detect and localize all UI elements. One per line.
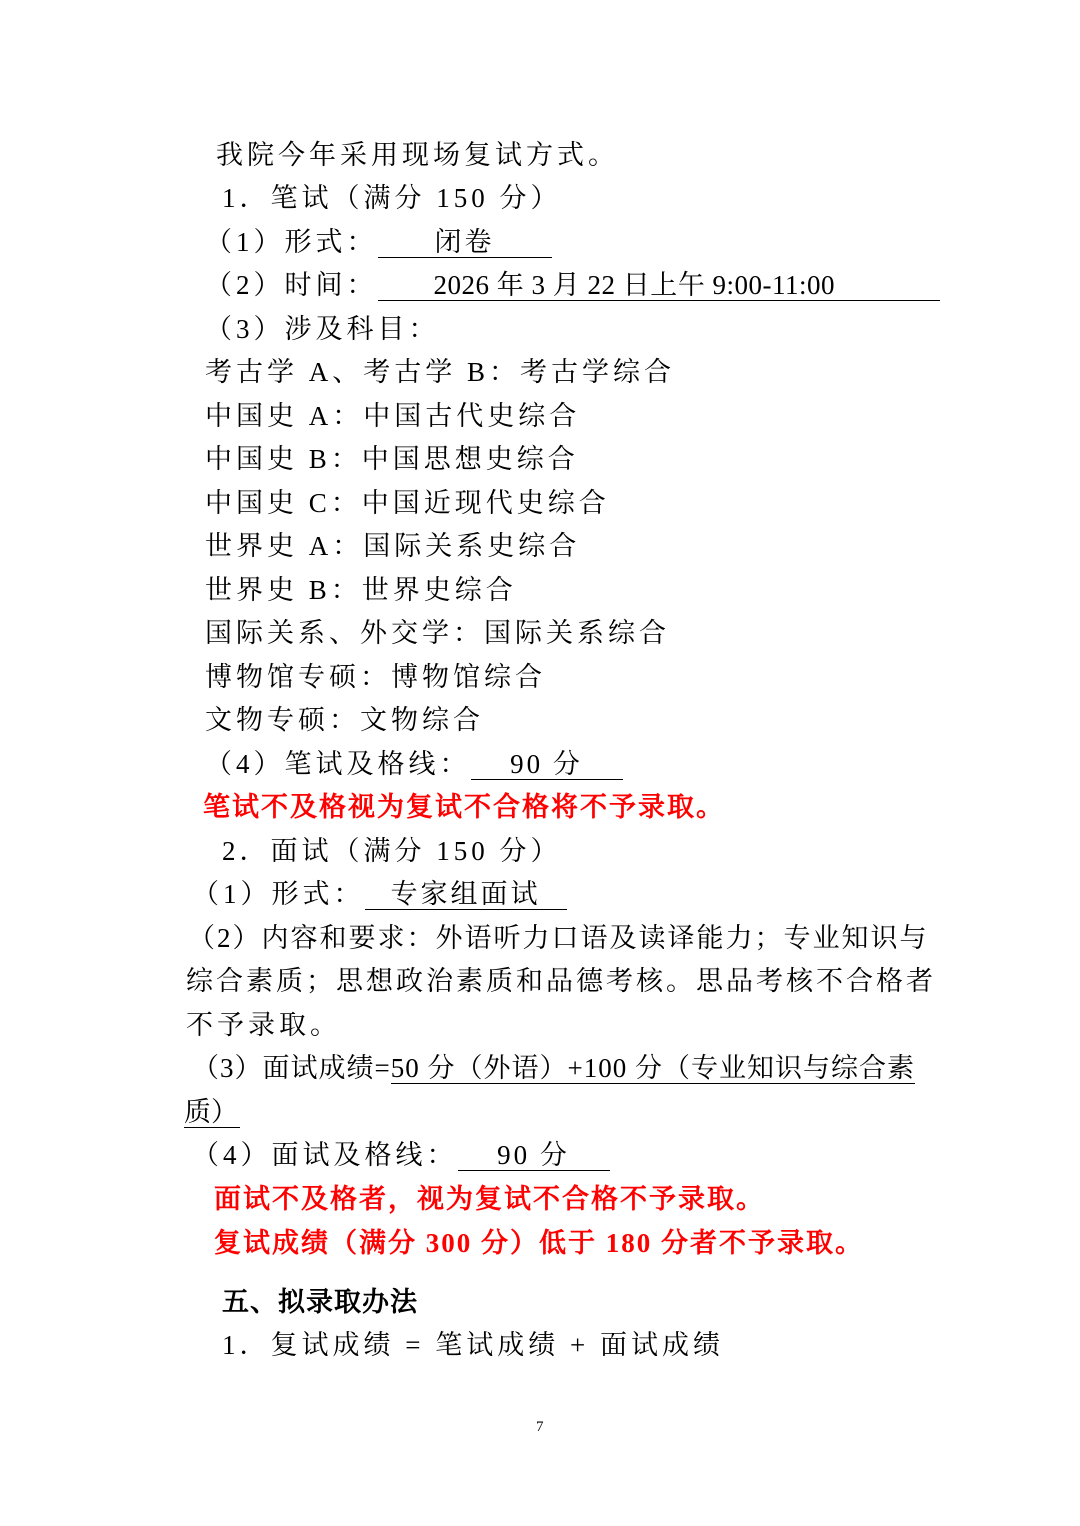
written-time-line	[205, 268, 940, 302]
interview-score-line	[192, 1051, 915, 1085]
written-form-value: 闭卷	[378, 227, 552, 258]
subject-item: 考古学 A、考古学 B：考古学综合	[205, 357, 676, 387]
interview-warning-1: 面试不及格者，视为复试不合格不予录取。	[214, 1184, 765, 1214]
interview-score-value: 50 分（外语）+100 分（专业知识与综合素	[390, 1053, 915, 1083]
interview-score-label: （3）面试成绩=	[192, 1053, 391, 1083]
written-exam-heading: 1．笔试（满分 150 分）	[222, 183, 562, 213]
subject-item: 中国史 A：中国古代史综合	[205, 401, 581, 431]
interview-form-label: （1）形式：	[192, 879, 365, 909]
interview-form-value: 专家组面试	[365, 879, 567, 910]
interview-content-line3: 不予录取。	[186, 1010, 341, 1040]
subject-item: 世界史 B：世界史综合	[205, 575, 517, 605]
written-form-line	[205, 225, 552, 259]
section-5-item-1: 1．复试成绩 = 笔试成绩 + 面试成绩	[222, 1330, 724, 1360]
section-5-heading: 五、拟录取办法	[222, 1287, 418, 1317]
subject-item: 中国史 B：中国思想史综合	[205, 444, 579, 474]
written-time-label: （2）时间：	[205, 270, 378, 300]
intro-text: 我院今年采用现场复试方式。	[216, 140, 619, 170]
interview-content-line1: （2）内容和要求：外语听力口语及读译能力；专业知识与	[188, 923, 929, 953]
interview-pass-line	[192, 1138, 610, 1172]
written-time-value: 2026 年 3 月 22 日上午 9:00-11:00	[378, 270, 940, 301]
interview-heading: 2．面试（满分 150 分）	[222, 836, 562, 866]
subject-item: 博物馆专硕：博物馆综合	[205, 662, 546, 692]
written-pass-line	[205, 747, 623, 781]
subject-item: 中国史 C：中国近现代史综合	[205, 488, 610, 518]
subject-item: 文物专硕：文物综合	[205, 705, 484, 735]
written-pass-value: 90 分	[471, 749, 623, 780]
page-number: 7	[536, 1419, 544, 1435]
interview-score-line2	[184, 1095, 240, 1129]
interview-score-value-cont: 质）	[184, 1097, 238, 1127]
interview-warning-2: 复试成绩（满分 300 分）低于 180 分者不予录取。	[214, 1228, 864, 1258]
interview-form-line	[192, 877, 567, 911]
interview-pass-value: 90 分	[458, 1140, 610, 1171]
subject-item: 国际关系、外交学：国际关系综合	[205, 618, 670, 648]
written-subjects-label: （3）涉及科目：	[205, 314, 440, 344]
interview-content-line2: 综合素质；思想政治素质和品德考核。思品考核不合格者	[186, 966, 936, 996]
written-pass-label: （4）笔试及格线：	[205, 749, 471, 779]
subject-item: 世界史 A：国际关系史综合	[205, 531, 581, 561]
interview-pass-label: （4）面试及格线：	[192, 1140, 458, 1170]
written-warning: 笔试不及格视为复试不合格将不予录取。	[203, 792, 725, 822]
written-form-label: （1）形式：	[205, 227, 378, 257]
